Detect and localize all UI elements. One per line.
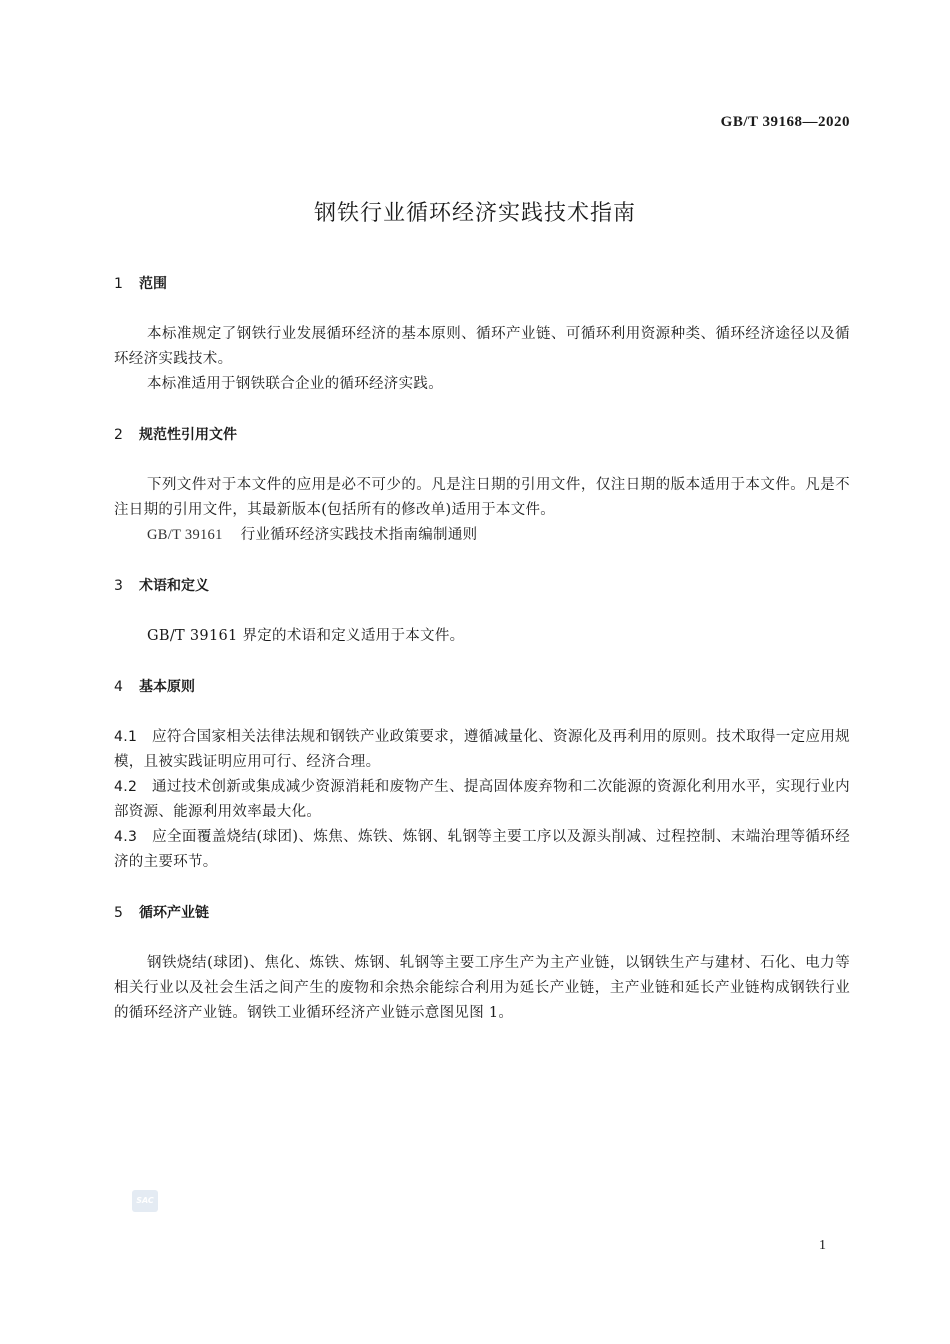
clause-4-1 [114,725,850,775]
section-title: 循环产业链 [139,905,209,921]
section-heading-5 [114,901,850,925]
document-title: 钢铁行业循环经济实践技术指南 [313,201,636,226]
section-heading-1 [114,272,850,296]
section-number: 4 [114,679,123,695]
document-body [114,272,850,1026]
page-number: 1 [819,1238,826,1253]
standard-code: GB/T 39168—2020 [720,114,850,130]
section-number: 2 [114,427,123,443]
section-heading-3 [114,574,850,598]
clause-number: 4.1 [114,729,138,745]
clause-text: 通过技术创新或集成减少资源消耗和废物产生、提高固体废弃物和二次能源的资源化利用水平，实现行业内部资源、能源利用效率最大化。 [114,779,850,820]
section-title: 规范性引用文件 [139,427,237,443]
clause-text: 应符合国家相关法律法规和钢铁产业政策要求，遵循减量化、资源化及再利用的原则。技术取得一定应用规模，且被实践证明应用可行、经济合理。 [114,729,850,770]
section-title: 范围 [139,276,167,292]
clause-number: 4.3 [114,829,138,845]
paragraph: GB/T 39161 界定的术语和定义适用于本文件。 [147,628,465,644]
paragraph: 本标准适用于钢铁联合企业的循环经济实践。 [147,376,443,392]
sac-watermark-logo: SAC [132,1190,158,1212]
clause-text: 应全面覆盖烧结(球团)、炼焦、炼铁、炼钢、轧钢等主要工序以及源头削减、过程控制、末端治理等循环经济的主要环节。 [114,829,850,870]
reference-title: 行业循环经济实践技术指南编制通则 [240,527,478,543]
paragraph: 钢铁烧结(球团)、焦化、炼铁、炼钢、轧钢等主要工序生产为主产业链，以钢铁生产与建材、石化、电力等相关行业以及社会生活之间产生的废物和余热余能综合利用为延长产业链，主产业链和延长产业链构成钢铁行业的循环经济产业链。钢铁工业循环经济产业链示意图见图 1。 [114,955,850,1021]
section-number: 5 [114,905,123,921]
paragraph: 本标准规定了钢铁行业发展循环经济的基本原则、循环产业链、可循环利用资源种类、循环经济途径以及循环经济实践技术。 [114,326,850,367]
clause-4-2 [114,775,850,825]
section-number: 1 [114,276,123,292]
reference-code: GB/T 39161 [147,527,223,543]
section-number: 3 [114,578,123,594]
section-title: 基本原则 [139,679,195,695]
section-heading-2 [114,423,850,447]
paragraph: 下列文件对于本文件的应用是必不可少的。凡是注日期的引用文件，仅注日期的版本适用于本文件。凡是不注日期的引用文件，其最新版本(包括所有的修改单)适用于本文件。 [114,477,850,518]
normative-reference [114,523,850,548]
clause-number: 4.2 [114,779,138,795]
section-title: 术语和定义 [139,578,209,594]
section-heading-4 [114,675,850,699]
clause-4-3 [114,825,850,875]
